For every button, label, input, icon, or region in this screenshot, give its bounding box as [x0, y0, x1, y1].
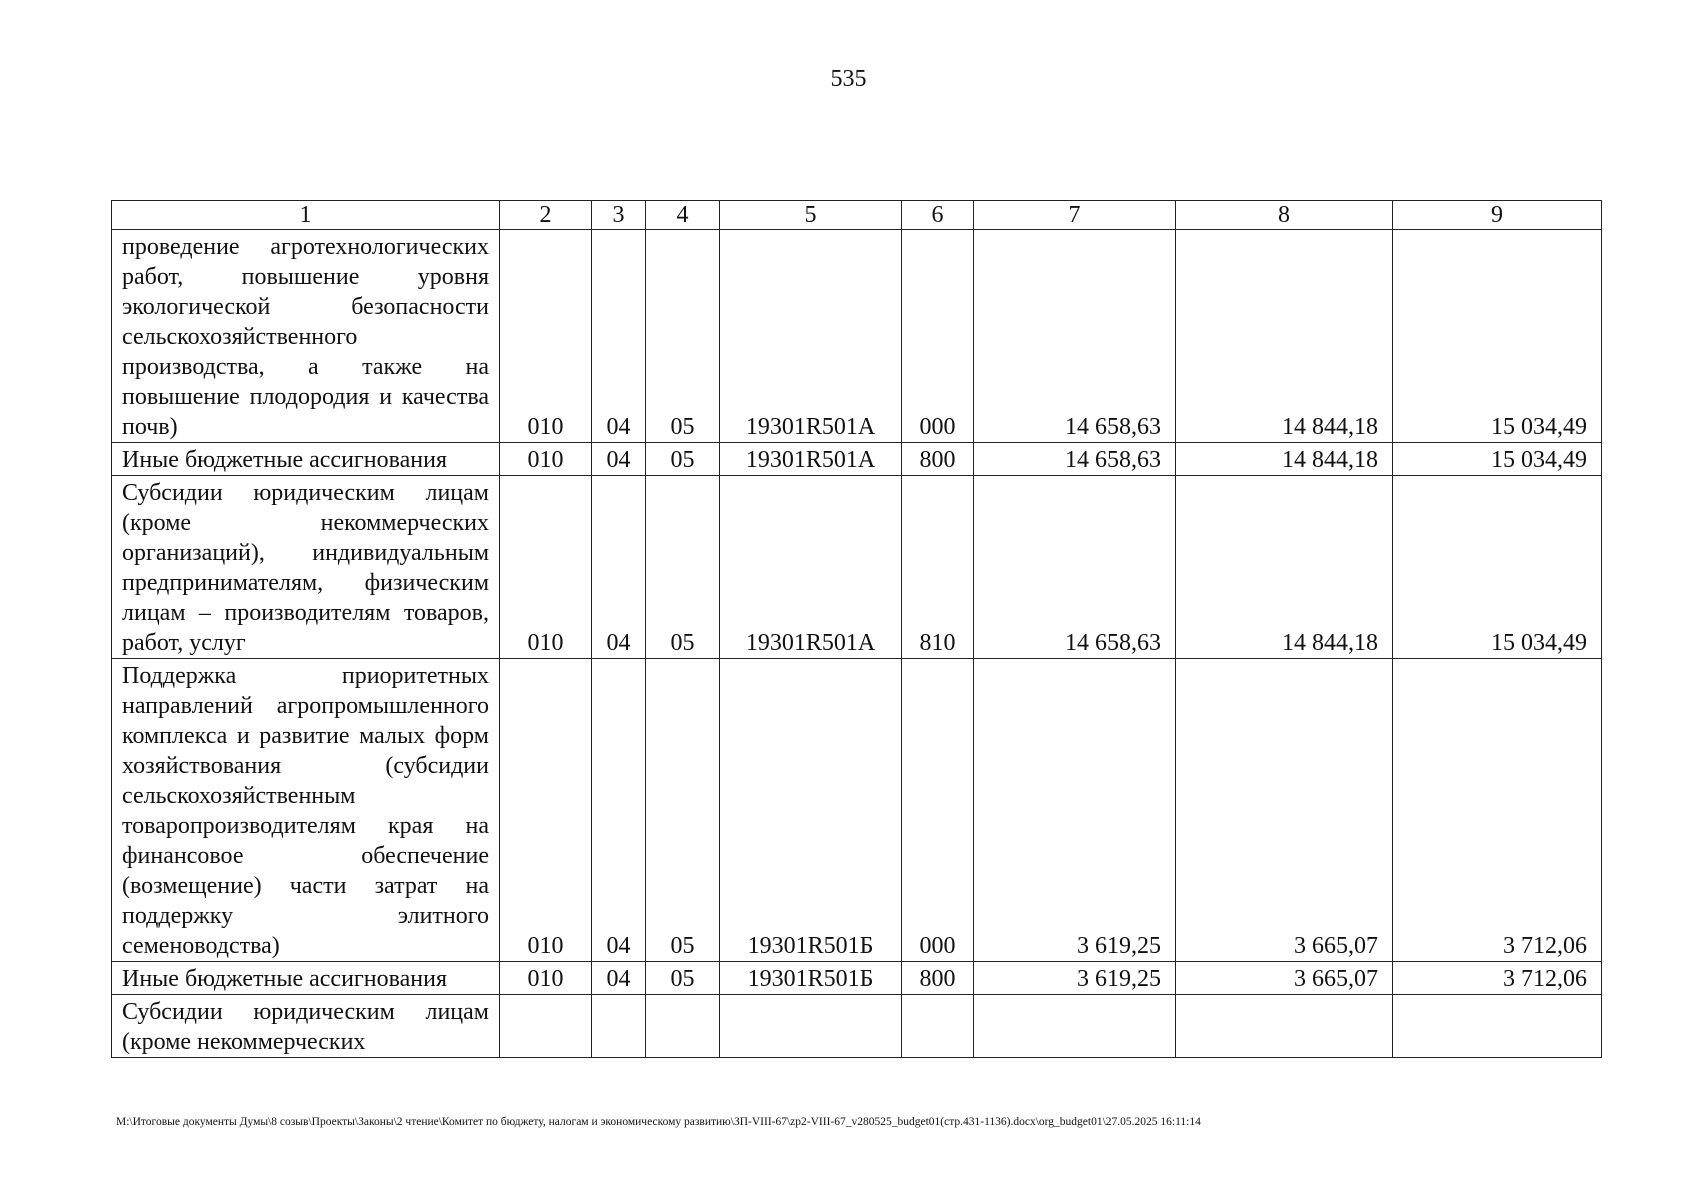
table-row — [112, 659, 1602, 962]
cell-sum-col9: 15 034,49 — [1393, 230, 1602, 443]
table-row — [112, 995, 1602, 1058]
cell-sum-col9: 15 034,49 — [1393, 476, 1602, 659]
header-row — [112, 201, 1602, 230]
cell-target-article: 19301R501А — [720, 476, 902, 659]
cell-section: 04 — [592, 476, 646, 659]
cell-section — [592, 995, 646, 1058]
header-cell: 5 — [720, 201, 902, 230]
row-name: Иные бюджетные ассигнования — [112, 443, 500, 476]
cell-section: 04 — [592, 962, 646, 995]
cell-subsection: 05 — [646, 659, 720, 962]
cell-section: 04 — [592, 659, 646, 962]
cell-expense-type: 000 — [902, 659, 974, 962]
header-cell: 8 — [1176, 201, 1393, 230]
header-cell: 1 — [112, 201, 500, 230]
footer-file-path: M:\Итоговые документы Думы\8 созыв\Проекты\Законы\2 чтение\Комитет по бюджету, налогам и экономическому развитию\ЗП-VIII-67\zp2-VIII-67_v280525_budget01(стр.431-1136).docx\org_budget01\27.05.2025 16:11:14 — [116, 1116, 1201, 1128]
cell-sum-col8: 14 844,18 — [1176, 476, 1393, 659]
header-cell: 4 — [646, 201, 720, 230]
cell-sum-col9: 15 034,49 — [1393, 443, 1602, 476]
cell-subsection: 05 — [646, 443, 720, 476]
cell-subsection: 05 — [646, 962, 720, 995]
cell-sum-col7: 3 619,25 — [974, 659, 1176, 962]
cell-sum-col9: 3 712,06 — [1393, 659, 1602, 962]
cell-target-article — [720, 995, 902, 1058]
cell-ministry-code: 010 — [500, 659, 592, 962]
cell-ministry-code: 010 — [500, 476, 592, 659]
cell-sum-col8 — [1176, 995, 1393, 1058]
row-name: Субсидии юридическим лицам (кроме некоммерческих организаций), индивидуальным предпринимателям, физическим лицам – производителям товаров, работ, услуг — [112, 476, 500, 659]
cell-section: 04 — [592, 230, 646, 443]
header-cell: 7 — [974, 201, 1176, 230]
cell-target-article: 19301R501А — [720, 230, 902, 443]
cell-subsection: 05 — [646, 230, 720, 443]
cell-target-article: 19301R501Б — [720, 659, 902, 962]
cell-target-article: 19301R501Б — [720, 962, 902, 995]
table-row — [112, 443, 1602, 476]
row-name: Поддержка приоритетных направлений агропромышленного комплекса и развитие малых форм хозяйствования (субсидии сельскохозяйственным товаропроизводителям края на финансовое обеспечение (возмещение) части затрат на поддержку элитного семеноводства) — [112, 659, 500, 962]
cell-sum-col9: 3 712,06 — [1393, 962, 1602, 995]
table-row — [112, 230, 1602, 443]
cell-sum-col9 — [1393, 995, 1602, 1058]
cell-ministry-code: 010 — [500, 443, 592, 476]
header-cell: 2 — [500, 201, 592, 230]
row-name: проведение агротехнологических работ, повышение уровня экологической безопасности сельскохозяйственного производства, а также на повышение плодородия и качества почв) — [112, 230, 500, 443]
cell-subsection — [646, 995, 720, 1058]
header-cell: 3 — [592, 201, 646, 230]
cell-sum-col8: 14 844,18 — [1176, 230, 1393, 443]
cell-ministry-code: 010 — [500, 962, 592, 995]
cell-expense-type: 810 — [902, 476, 974, 659]
cell-sum-col7: 3 619,25 — [974, 962, 1176, 995]
cell-section: 04 — [592, 443, 646, 476]
cell-sum-col7: 14 658,63 — [974, 443, 1176, 476]
table-row — [112, 962, 1602, 995]
cell-sum-col7 — [974, 995, 1176, 1058]
cell-sum-col7: 14 658,63 — [974, 230, 1176, 443]
cell-subsection: 05 — [646, 476, 720, 659]
cell-sum-col7: 14 658,63 — [974, 476, 1176, 659]
cell-ministry-code: 010 — [500, 230, 592, 443]
cell-target-article: 19301R501А — [720, 443, 902, 476]
cell-expense-type: 800 — [902, 443, 974, 476]
cell-expense-type: 800 — [902, 962, 974, 995]
header-cell: 6 — [902, 201, 974, 230]
cell-sum-col8: 14 844,18 — [1176, 443, 1393, 476]
cell-expense-type: 000 — [902, 230, 974, 443]
cell-ministry-code — [500, 995, 592, 1058]
page-number: 535 — [830, 66, 867, 92]
row-name: Субсидии юридическим лицам (кроме некоммерческих — [112, 995, 500, 1058]
row-name: Иные бюджетные ассигнования — [112, 962, 500, 995]
table-row — [112, 476, 1602, 659]
cell-sum-col8: 3 665,07 — [1176, 962, 1393, 995]
cell-sum-col8: 3 665,07 — [1176, 659, 1393, 962]
budget-table — [111, 200, 1602, 1058]
cell-expense-type — [902, 995, 974, 1058]
header-cell: 9 — [1393, 201, 1602, 230]
